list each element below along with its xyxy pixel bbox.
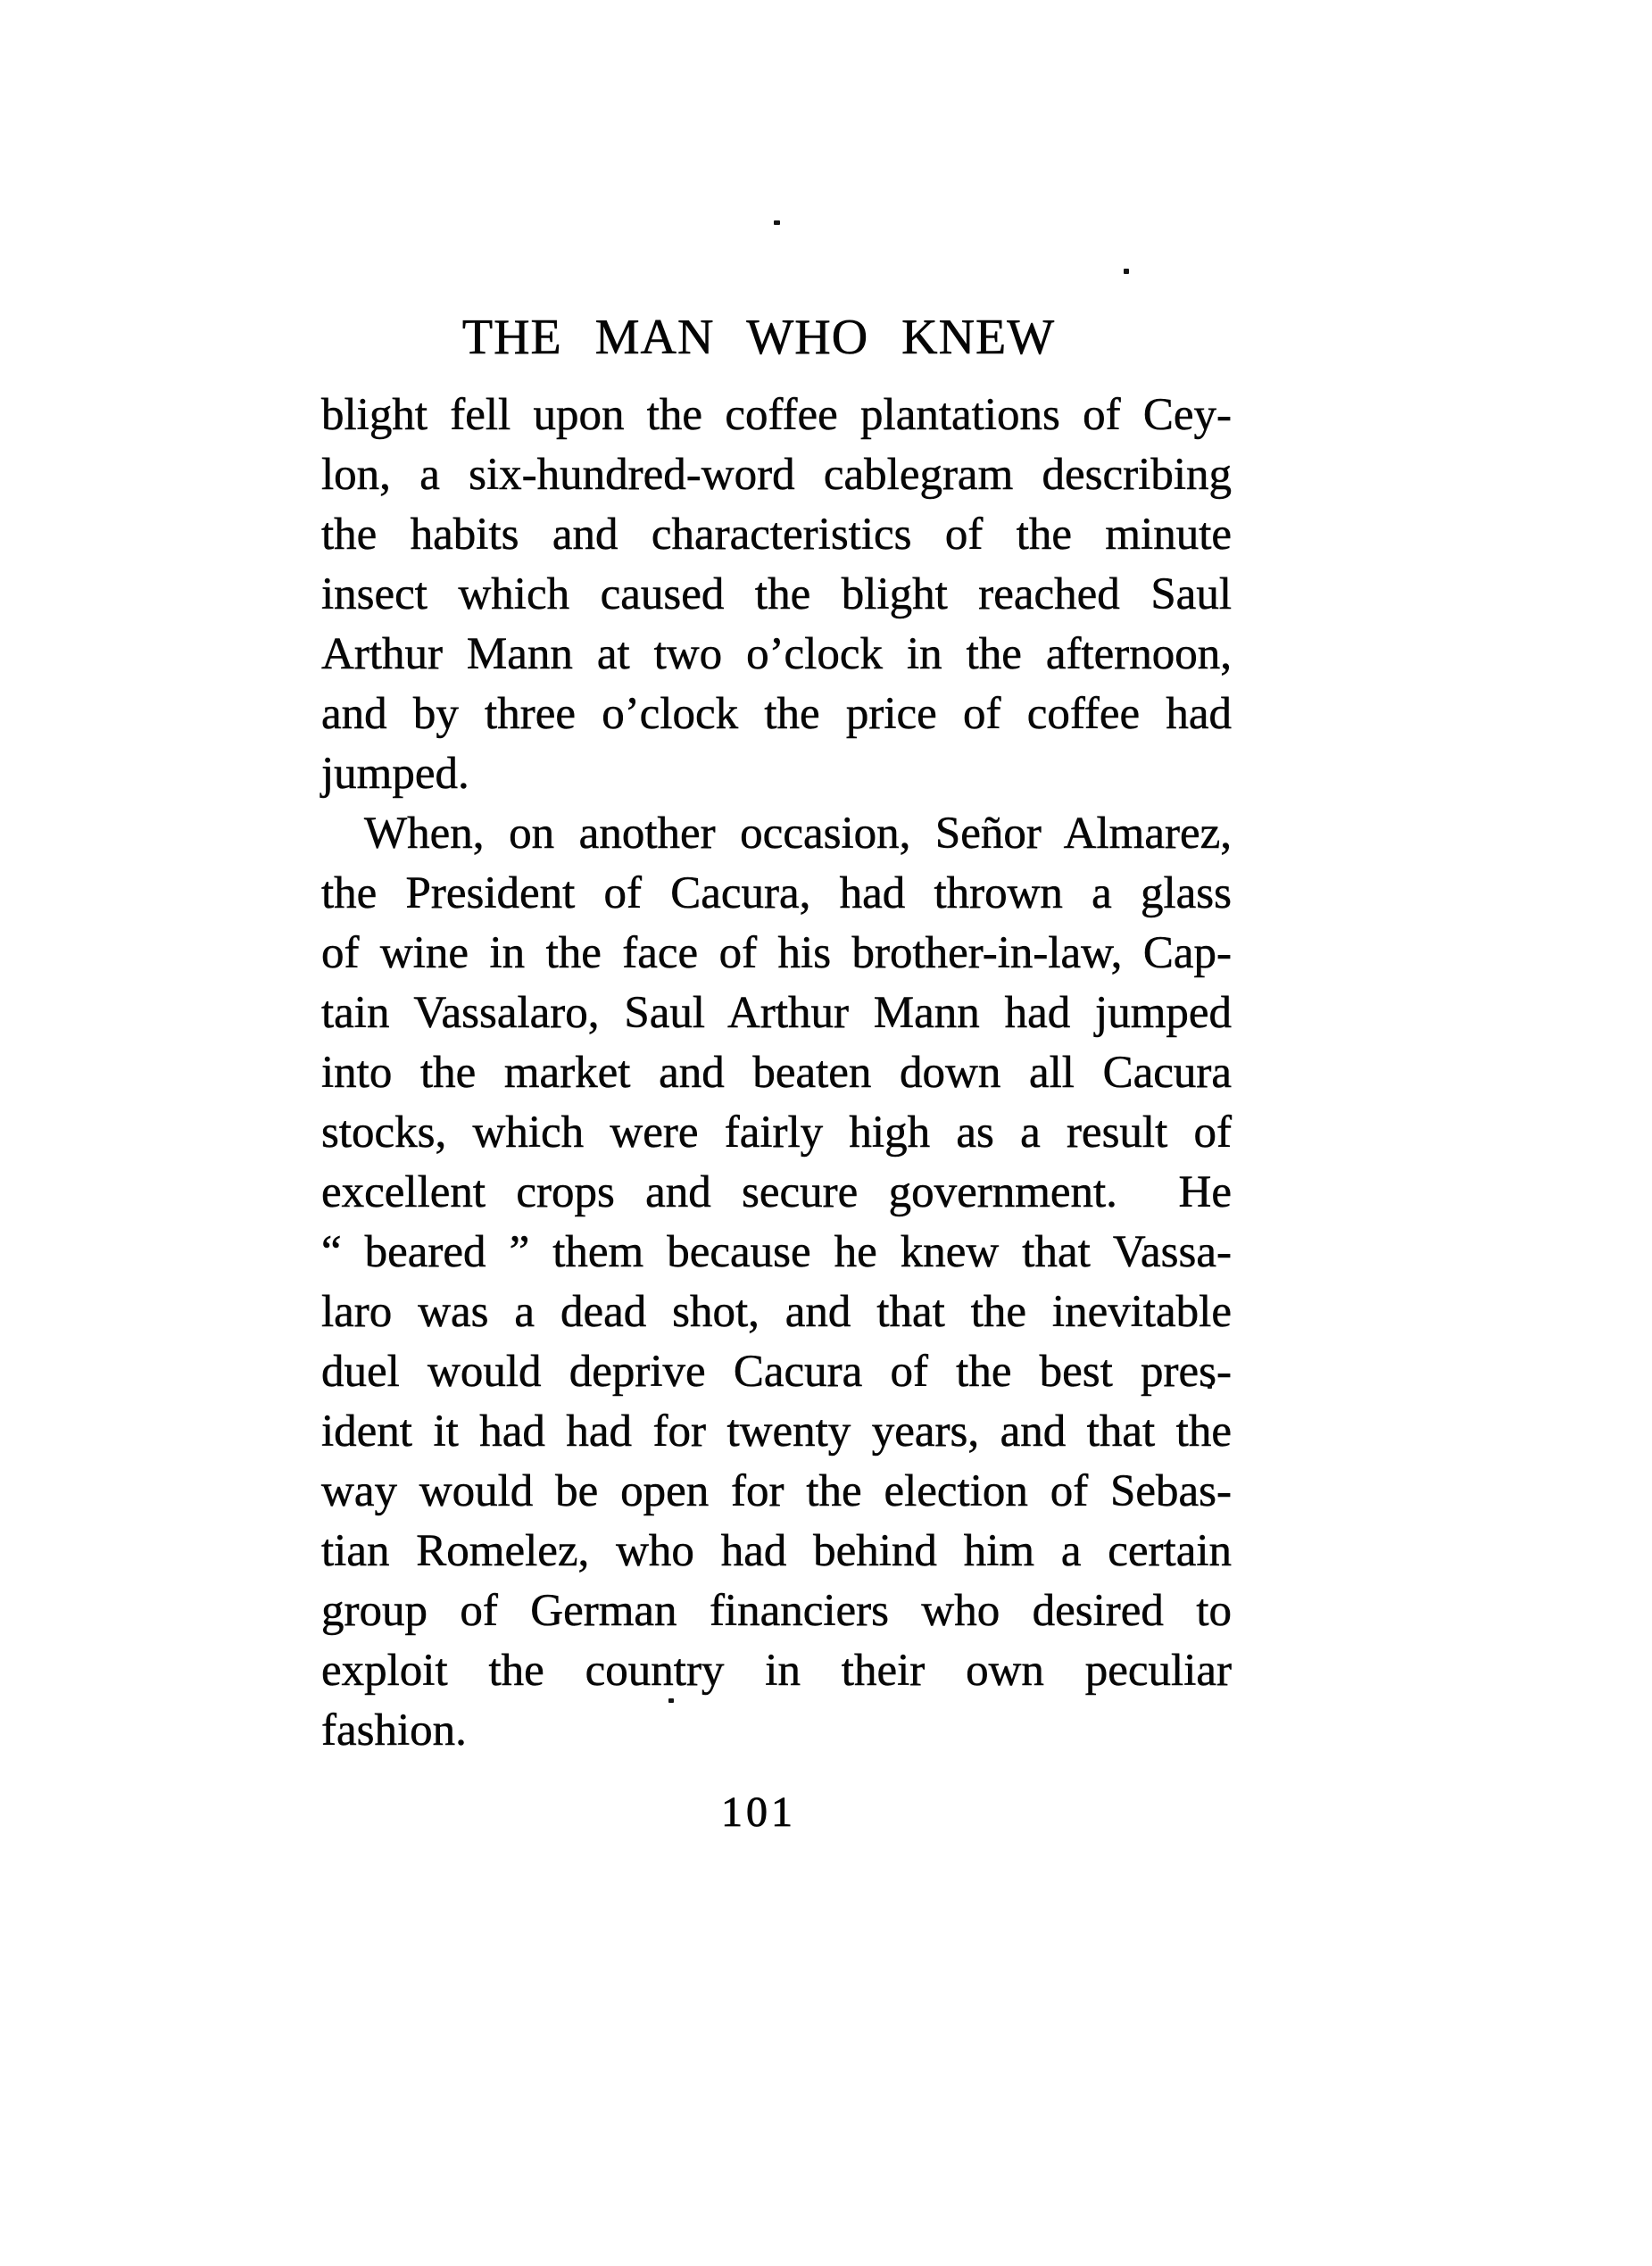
text-line: the President of Cacura, had thrown a glass [321, 868, 1232, 918]
text-line: Arthur Mann at two o’clock in the afternoon, [321, 629, 1232, 679]
paragraph-2 [321, 804, 1232, 1761]
text-line: exploit the country in their own peculiar [321, 1646, 1232, 1696]
text-line: blight fell upon the coffee plantations of Cey- [321, 390, 1232, 440]
text-line: group of German financiers who desired to [321, 1586, 1232, 1636]
scan-speck [774, 220, 780, 225]
text-line: ident it had had for twenty years, and that the [321, 1407, 1232, 1457]
body-text [321, 386, 1232, 1761]
text-line: way would be open for the election of Sebas- [321, 1466, 1232, 1516]
text-line: fashion. [321, 1706, 467, 1756]
text-line: lon, a six-hundred-word cablegram describing [321, 450, 1232, 500]
text-line: excellent crops and secure government. He [321, 1167, 1232, 1217]
page-number: 101 [721, 1789, 796, 1836]
text-line: duel would deprive Cacura of the best pres- [321, 1347, 1232, 1397]
text-line: stocks, which were fairly high as a result of [321, 1108, 1232, 1158]
text-line: and by three o’clock the price of coffee had [321, 689, 1232, 739]
text-line: tian Romelez, who had behind him a certain [321, 1526, 1232, 1576]
text-line: laro was a dead shot, and that the inevitable [321, 1287, 1232, 1337]
text-line: into the market and beaten down all Cacura [321, 1048, 1232, 1098]
text-line: insect which caused the blight reached Saul [321, 569, 1232, 619]
scan-speck [1124, 269, 1129, 274]
paragraph-1 [321, 386, 1232, 804]
page-title: THE MAN WHO KNEW [461, 310, 1056, 365]
text-line: the habits and characteristics of the minute [321, 510, 1232, 560]
text-line: When, on another occasion, Señor Almarez, [364, 809, 1232, 859]
text-line: “ beared ” them because he knew that Vassa- [321, 1227, 1232, 1277]
text-line: jumped. [321, 749, 469, 799]
text-line: tain Vassalaro, Saul Arthur Mann had jumped [321, 988, 1232, 1038]
text-line: of wine in the face of his brother-in-law, Cap- [321, 928, 1232, 978]
